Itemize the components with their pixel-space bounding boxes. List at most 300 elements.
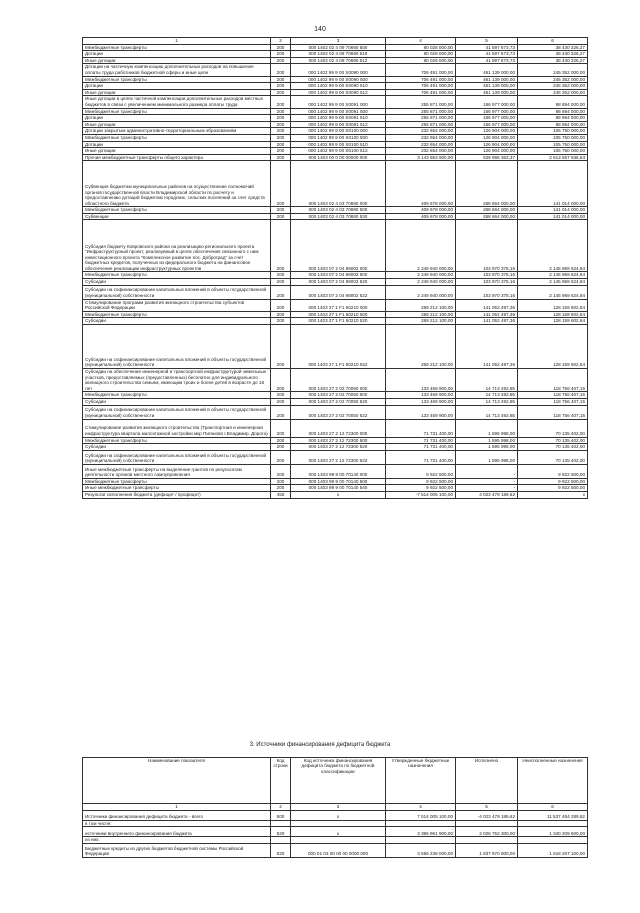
- row-budget-code: 000 1402 99 9 00 S0090 512: [291, 89, 386, 96]
- row-approved: 255 871 000,00: [386, 115, 456, 122]
- table-row: [83, 478, 588, 485]
- row-line-code: 200: [271, 437, 291, 444]
- row-unexecuted: 141 014 000,00: [518, 213, 588, 220]
- table-row: [83, 44, 588, 51]
- row-line-code: 200: [271, 207, 291, 214]
- row-unexecuted: 2 613 557 536,63: [518, 154, 588, 161]
- row-approved: 71 731 400,00: [386, 419, 456, 437]
- column-number-row: [83, 804, 588, 811]
- deficit-sources-table: [82, 757, 588, 858]
- row-name: Иные дотации: [83, 89, 271, 96]
- row-approved: 255 871 000,00: [386, 96, 456, 108]
- table-row: [83, 134, 588, 141]
- row-executed: 1 595 998,00: [456, 437, 518, 444]
- row-line-code: 200: [271, 121, 291, 128]
- row-executed: 1 937 970 900,00: [456, 843, 518, 857]
- row-executed: 141 052 497,36: [456, 311, 518, 318]
- row-name: Иные дотации: [83, 121, 271, 128]
- row-line-code: 200: [271, 89, 291, 96]
- row-unexecuted: 105 750 000,00: [518, 128, 588, 135]
- row-executed: 103 970 375,16: [456, 279, 518, 286]
- row-budget-code: 000 1403 07 2 04 98002 520: [291, 279, 386, 286]
- table-row: [83, 51, 588, 58]
- row-executed: 41 597 673,73: [456, 44, 518, 51]
- row-name: Дотации закрытым административно-территориальным образованиям: [83, 128, 271, 135]
- row-line-code: 200: [271, 369, 291, 392]
- column-number: 1: [83, 804, 271, 811]
- table-row: [83, 419, 588, 437]
- row-name: Субсидии на софинансирование капитальных вложений в объекты государственной (муниципальной) собственности: [83, 450, 271, 464]
- row-line-code: 200: [271, 57, 291, 64]
- row-executed: 529 996 363,37: [456, 154, 518, 161]
- row-executed: 14 713 492,85: [456, 392, 518, 399]
- row-budget-code: 000 1403 27 2 02 70050 522: [291, 405, 386, 419]
- row-approved: 80 028 000,00: [386, 57, 456, 64]
- row-budget-code: 000 1403 02 4 03 70880 000: [291, 161, 386, 207]
- row-unexecuted: 128 159 602,64: [518, 299, 588, 311]
- row-line-code: 200: [271, 51, 291, 58]
- row-line-code: 200: [271, 405, 291, 419]
- table-row: [83, 311, 588, 318]
- row-name: Бюджетные кредиты из других бюджетов бюджетной системы Российской Федерации: [83, 843, 271, 857]
- row-name: Субсидия бюджету Ковровского района на реализацию регионального проекта "Инфраструктурный проект, реализуемый в целях обеспечения связанного с ним инвестиционного проекта "Комплексное развитие пос. Доброград" за счет бюджетных кредитов, полученных из федерального бюджета на финансовое обеспечение реализации инфраструктурных проектов: [83, 220, 271, 272]
- row-executed: 126 904 000,00: [456, 128, 518, 135]
- row-line-code: 200: [271, 148, 291, 155]
- table-row: [83, 485, 588, 492]
- table-row: [83, 108, 588, 115]
- row-line-code: 200: [271, 318, 291, 325]
- row-unexecuted: 128 159 602,64: [518, 325, 588, 369]
- row-executed: 141 052 497,36: [456, 299, 518, 311]
- row-approved: 80 028 000,00: [386, 44, 456, 51]
- row-executed: 166 977 000,00: [456, 96, 518, 108]
- row-executed: 461 139 000,00: [456, 64, 518, 76]
- table-row: [83, 325, 588, 369]
- row-unexecuted: 11 537 484 289,62: [518, 810, 588, 820]
- row-line-code: 200: [271, 279, 291, 286]
- column-number: 5: [456, 804, 518, 811]
- row-unexecuted: 105 750 000,00: [518, 134, 588, 141]
- row-approved: 269 212 100,00: [386, 325, 456, 369]
- row-name: Субвенции: [83, 213, 271, 220]
- row-budget-code: 000 1402 99 9 00 S0100 510: [291, 141, 386, 148]
- row-unexecuted: x: [518, 491, 588, 498]
- row-name: Межбюджетные трансферты: [83, 272, 271, 279]
- row-name: Иные дотации в целях частичной компенсации дополнительных расходов местных бюджетов в связи с увеличением минимального размера оплаты труда: [83, 96, 271, 108]
- row-line-code: 200: [271, 392, 291, 399]
- row-unexecuted: 9 922 500,00: [518, 485, 588, 492]
- row-line-code: 200: [271, 444, 291, 451]
- row-approved: 71 731 400,00: [386, 444, 456, 451]
- row-line-code: 200: [271, 64, 291, 76]
- row-approved: 133 469 900,00: [386, 369, 456, 392]
- row-budget-code: 000 1402 99 9 00 S0100 000: [291, 128, 386, 135]
- table-row: [83, 57, 588, 64]
- row-approved: 2 249 940 000,00: [386, 220, 456, 272]
- row-budget-code: 000 1403 27 2 02 70050 500: [291, 392, 386, 399]
- table-row: [83, 213, 588, 220]
- row-executed: 4 023 479 189,62: [456, 491, 518, 498]
- row-budget-code: 000 1403 27 2 12 72300 522: [291, 450, 386, 464]
- row-line-code: 200: [271, 128, 291, 135]
- row-name: Иные межбюджетные трансферты: [83, 485, 271, 492]
- row-budget-code: 000 1402 02 4 09 70690 500: [291, 44, 386, 51]
- row-line-code: 200: [271, 399, 291, 406]
- row-name: Межбюджетные трансферты: [83, 44, 271, 51]
- column-header: Код строки: [271, 758, 291, 804]
- row-name: источники внутреннего финансирования бюджета: [83, 827, 271, 837]
- row-name: Дотации на частичную компенсацию дополнительных расходов на повышение оплаты труда работников бюджетной сферы и иные цели: [83, 64, 271, 76]
- row-name: Стимулирование развития жилищного строительства (Транспортная и инженерная инфраструктура квартала малоэтажной застройки мкр Пиганово г.Владимир. Дорогн): [83, 419, 271, 437]
- table-row: [83, 405, 588, 419]
- row-executed: 141 052 497,36: [456, 318, 518, 325]
- row-name: Субсидии: [83, 318, 271, 325]
- row-unexecuted: 2 145 969 624,84: [518, 272, 588, 279]
- column-number: 6: [518, 804, 588, 811]
- column-number: 3: [291, 38, 386, 45]
- row-executed: 166 977 000,00: [456, 121, 518, 128]
- table-row: [83, 843, 588, 857]
- row-line-code: 200: [271, 419, 291, 437]
- table-row: [83, 220, 588, 272]
- row-line-code: 200: [271, 311, 291, 318]
- row-unexecuted: 70 135 402,00: [518, 419, 588, 437]
- column-number: 2: [271, 38, 291, 45]
- row-unexecuted: 118 756 407,15: [518, 399, 588, 406]
- row-executed: 1 595 998,00: [456, 444, 518, 451]
- table-row: [83, 161, 588, 207]
- row-budget-code: 000 1403 27 1 F1 50210 522: [291, 325, 386, 369]
- row-budget-code: 000 1402 99 9 00 S0100 500: [291, 134, 386, 141]
- row-name: Межбюджетные трансферты: [83, 134, 271, 141]
- table-row: [83, 148, 588, 155]
- row-approved: 706 491 000,00: [386, 76, 456, 83]
- row-line-code: [271, 837, 291, 844]
- row-name: Межбюджетные трансферты: [83, 437, 271, 444]
- table-row: [83, 827, 588, 837]
- row-name: Прочие межбюджетные трансферты общего характера: [83, 154, 271, 161]
- row-budget-code: [291, 837, 386, 844]
- row-executed: 461 139 000,00: [456, 89, 518, 96]
- row-unexecuted: 245 352 000,00: [518, 89, 588, 96]
- row-name: Субсидии на обеспечение инженерной и транспортной инфраструктурой земельных участков, предоставляемых (предоставленных) бесплатно для индивидуального жилищного строительства семьям, имеющим троих и более детей в возрасте до 18 лет: [83, 369, 271, 392]
- row-line-code: 200: [271, 154, 291, 161]
- table-row: [83, 399, 588, 406]
- row-budget-code: 000 1403 99 9 00 70140 540: [291, 485, 386, 492]
- row-name: Дотации: [83, 115, 271, 122]
- row-unexecuted: 245 352 000,00: [518, 76, 588, 83]
- column-number: 1: [83, 38, 271, 45]
- row-name: Иные межбюджетные трансферты на выделение грантов по результатам деятельности органов местного самоуправления: [83, 464, 271, 478]
- row-budget-code: [291, 820, 386, 827]
- row-line-code: 200: [271, 134, 291, 141]
- row-budget-code: 000 1403 00 0 00 00000 000: [291, 154, 386, 161]
- row-executed: 103 970 375,16: [456, 285, 518, 299]
- row-line-code: 200: [271, 44, 291, 51]
- row-approved: 409 678 000,00: [386, 161, 456, 207]
- column-header: Код источника финансирования дефицита бюджета по бюджетной классификации: [291, 758, 386, 804]
- table-row: [83, 444, 588, 451]
- row-line-code: 200: [271, 83, 291, 90]
- row-unexecuted: 9 922 500,00: [518, 478, 588, 485]
- column-number: 6: [518, 38, 588, 45]
- row-budget-code: 000 1403 07 2 04 98002 522: [291, 285, 386, 299]
- table-row: [83, 128, 588, 135]
- row-line-code: 500: [271, 810, 291, 820]
- column-number: 4: [386, 804, 456, 811]
- row-name: Межбюджетные трансферты: [83, 76, 271, 83]
- row-budget-code: x: [291, 491, 386, 498]
- row-approved: 269 212 100,00: [386, 311, 456, 318]
- row-approved: 9 922 500,00: [386, 478, 456, 485]
- row-approved: -7 514 005 100,00: [386, 491, 456, 498]
- row-unexecuted: [518, 837, 588, 844]
- row-executed: 126 904 000,00: [456, 148, 518, 155]
- row-budget-code: 000 1403 27 2 02 70050 000: [291, 369, 386, 392]
- row-executed: 14 713 492,85: [456, 369, 518, 392]
- row-line-code: 200: [271, 478, 291, 485]
- row-executed: 268 664 000,00: [456, 213, 518, 220]
- column-header: Наименование показателя: [83, 758, 271, 804]
- row-approved: 409 678 000,00: [386, 207, 456, 214]
- row-approved: 232 654 000,00: [386, 148, 456, 155]
- column-header: Утвержденные бюджетные назначения: [386, 758, 456, 804]
- row-executed: 461 139 000,00: [456, 83, 518, 90]
- column-number: 5: [456, 38, 518, 45]
- row-approved: 232 654 000,00: [386, 134, 456, 141]
- row-budget-code: 000 1403 27 1 F1 50210 520: [291, 318, 386, 325]
- row-budget-code: 000 1403 07 2 04 98002 000: [291, 220, 386, 272]
- row-executed: 126 904 000,00: [456, 134, 518, 141]
- row-name: Субсидии на софинансирование капитальных вложений в объекты государственной (муниципальной) собственности: [83, 405, 271, 419]
- row-line-code: 450: [271, 491, 291, 498]
- table-row: [83, 279, 588, 286]
- row-unexecuted: 118 756 407,15: [518, 405, 588, 419]
- row-unexecuted: 141 014 000,00: [518, 207, 588, 214]
- row-budget-code: 000 1403 99 9 00 70140 000: [291, 464, 386, 478]
- row-name: Субсидии на софинансирование капитальных вложений в объекты государственной (муниципальной) собственности: [83, 325, 271, 369]
- row-unexecuted: 105 750 000,00: [518, 141, 588, 148]
- row-approved: 7 514 005 100,00: [386, 810, 456, 820]
- row-unexecuted: 2 145 969 624,84: [518, 220, 588, 272]
- row-unexecuted: 88 894 000,00: [518, 108, 588, 115]
- row-name: Результат исполнения бюджета (дефицит / профицит): [83, 491, 271, 498]
- row-executed: -: [456, 478, 518, 485]
- row-name: Межбюджетные трансферты: [83, 108, 271, 115]
- row-unexecuted: 245 352 000,00: [518, 83, 588, 90]
- row-budget-code: 000 1402 99 9 00 S0090 510: [291, 83, 386, 90]
- row-name: Субсидии: [83, 279, 271, 286]
- header-row: [83, 758, 588, 804]
- row-unexecuted: 88 894 000,00: [518, 96, 588, 108]
- row-budget-code: 000 1402 99 9 00 S0090 500: [291, 76, 386, 83]
- column-number: 2: [271, 804, 291, 811]
- row-approved: 133 469 900,00: [386, 405, 456, 419]
- row-executed: 268 664 000,00: [456, 207, 518, 214]
- row-line-code: 200: [271, 96, 291, 108]
- table-row: [83, 285, 588, 299]
- row-unexecuted: 88 894 000,00: [518, 121, 588, 128]
- section-title: 3. Источники финансирования дефицита бюджета: [249, 742, 391, 748]
- row-approved: 9 922 500,00: [386, 485, 456, 492]
- row-unexecuted: 141 014 000,00: [518, 161, 588, 207]
- row-budget-code: 000 1402 99 9 00 S0091 510: [291, 115, 386, 122]
- row-unexecuted: 70 135 402,00: [518, 437, 588, 444]
- row-unexecuted: 38 430 326,27: [518, 51, 588, 58]
- table-row: [83, 810, 588, 820]
- row-approved: 232 654 000,00: [386, 141, 456, 148]
- row-approved: 2 249 940 000,00: [386, 279, 456, 286]
- row-approved: 269 212 100,00: [386, 299, 456, 311]
- table-row: [83, 318, 588, 325]
- row-approved: 706 491 000,00: [386, 64, 456, 76]
- row-executed: 14 713 492,85: [456, 399, 518, 406]
- row-unexecuted: [518, 820, 588, 827]
- row-line-code: 200: [271, 76, 291, 83]
- row-budget-code: 000 1402 99 9 00 S0100 512: [291, 148, 386, 155]
- row-budget-code: x: [291, 827, 386, 837]
- row-budget-code: 000 1402 02 4 09 70690 512: [291, 57, 386, 64]
- row-unexecuted: 88 894 000,00: [518, 115, 588, 122]
- row-approved: 409 678 000,00: [386, 213, 456, 220]
- row-unexecuted: 9 922 500,00: [518, 464, 588, 478]
- row-name: Межбюджетные трансферты: [83, 311, 271, 318]
- row-approved: 255 871 000,00: [386, 121, 456, 128]
- table-row: [83, 464, 588, 478]
- table-row: [83, 437, 588, 444]
- row-unexecuted: 1 618 267 100,00: [518, 843, 588, 857]
- row-name: Субсидии на софинансирование капитальных вложений в объекты государственной (муниципальной) собственности: [83, 285, 271, 299]
- row-approved: 133 469 900,00: [386, 392, 456, 399]
- row-name: Дотации: [83, 51, 271, 58]
- row-unexecuted: 128 159 602,64: [518, 311, 588, 318]
- row-executed: 2 026 752 300,00: [456, 827, 518, 837]
- row-unexecuted: 70 135 402,00: [518, 450, 588, 464]
- column-number-row: [83, 38, 588, 45]
- row-unexecuted: 2 145 969 624,84: [518, 279, 588, 286]
- row-executed: [456, 837, 518, 844]
- row-executed: 126 904 000,00: [456, 141, 518, 148]
- row-executed: -: [456, 485, 518, 492]
- column-header: Неисполненные назначения: [518, 758, 588, 804]
- row-unexecuted: 118 756 407,15: [518, 369, 588, 392]
- table-row: [83, 141, 588, 148]
- row-approved: 232 654 000,00: [386, 128, 456, 135]
- table-row: [83, 207, 588, 214]
- table-row: [83, 272, 588, 279]
- row-approved: 3 143 553 900,00: [386, 154, 456, 161]
- row-approved: 3 366 961 900,00: [386, 827, 456, 837]
- row-name: Иные дотации: [83, 148, 271, 155]
- row-line-code: 200: [271, 299, 291, 311]
- table-row: [83, 369, 588, 392]
- row-unexecuted: 245 352 000,00: [518, 64, 588, 76]
- table-row: [83, 392, 588, 399]
- row-budget-code: 000 1402 99 9 00 S0091 000: [291, 96, 386, 108]
- row-name: Субсидии: [83, 444, 271, 451]
- table-row: [83, 299, 588, 311]
- table-row: [83, 491, 588, 498]
- row-budget-code: 000 1402 99 9 00 S0091 500: [291, 108, 386, 115]
- row-name: Субвенция бюджетам муниципальных районов на осуществление полномочий органов государственной власти Владимирской области по расчету и предоставлению дотаций бюджетам городских, сельских поселений за счет средств областного бюджета: [83, 161, 271, 207]
- row-line-code: 200: [271, 141, 291, 148]
- row-line-code: [271, 820, 291, 827]
- row-budget-code: 000 1403 07 2 04 98002 500: [291, 272, 386, 279]
- row-name: Межбюджетные трансферты: [83, 207, 271, 214]
- row-executed: -4 023 479 189,62: [456, 810, 518, 820]
- row-name: Дотации: [83, 83, 271, 90]
- table-row: [83, 83, 588, 90]
- row-line-code: 200: [271, 325, 291, 369]
- row-unexecuted: 70 135 402,00: [518, 444, 588, 451]
- row-line-code: 520: [271, 827, 291, 837]
- row-budget-code: 000 1402 99 9 00 S0091 512: [291, 121, 386, 128]
- row-budget-code: 000 1403 02 4 03 70880 500: [291, 207, 386, 214]
- table-row: [83, 820, 588, 827]
- row-line-code: 200: [271, 272, 291, 279]
- row-executed: 268 664 000,00: [456, 161, 518, 207]
- row-executed: 41 597 673,73: [456, 57, 518, 64]
- row-unexecuted: 105 750 000,00: [518, 148, 588, 155]
- row-budget-code: 000 1402 02 4 09 70690 510: [291, 51, 386, 58]
- row-executed: 103 970 375,16: [456, 272, 518, 279]
- row-budget-code: 000 01 03 00 00 00 0000 000: [291, 843, 386, 857]
- table-row: [83, 837, 588, 844]
- table-row: [83, 115, 588, 122]
- row-unexecuted: 38 430 326,27: [518, 44, 588, 51]
- column-header: Исполнено: [456, 758, 518, 804]
- row-line-code: 200: [271, 213, 291, 220]
- table-row: [83, 450, 588, 464]
- row-approved: 9 922 500,00: [386, 464, 456, 478]
- row-unexecuted: 1 340 209 600,00: [518, 827, 588, 837]
- row-approved: [386, 820, 456, 827]
- row-budget-code: 000 1403 27 1 F1 50210 000: [291, 299, 386, 311]
- page-number: 140: [314, 26, 326, 33]
- row-approved: 80 028 000,00: [386, 51, 456, 58]
- row-name: Дотации: [83, 141, 271, 148]
- row-name: Источники финансирования дефицита бюджета - всего: [83, 810, 271, 820]
- row-budget-code: 000 1403 27 2 02 70050 520: [291, 399, 386, 406]
- row-name: Иные дотации: [83, 57, 271, 64]
- row-approved: 706 491 000,00: [386, 83, 456, 90]
- row-executed: [456, 820, 518, 827]
- row-budget-code: 000 1403 02 4 03 70880 530: [291, 213, 386, 220]
- row-approved: 71 731 400,00: [386, 450, 456, 464]
- row-budget-code: x: [291, 810, 386, 820]
- table-row: [83, 154, 588, 161]
- row-approved: 71 731 400,00: [386, 437, 456, 444]
- row-approved: 255 871 000,00: [386, 108, 456, 115]
- row-budget-code: 000 1403 27 2 12 72300 000: [291, 419, 386, 437]
- table-row: [83, 76, 588, 83]
- row-budget-code: 000 1403 27 1 F1 50210 500: [291, 311, 386, 318]
- row-line-code: 200: [271, 464, 291, 478]
- row-approved: 133 469 900,00: [386, 399, 456, 406]
- row-approved: [386, 837, 456, 844]
- row-approved: 706 491 000,00: [386, 89, 456, 96]
- row-executed: 166 977 000,00: [456, 108, 518, 115]
- expenditure-table: [82, 37, 588, 499]
- row-budget-code: 000 1403 27 2 12 72300 520: [291, 444, 386, 451]
- row-budget-code: 000 1402 99 9 00 S0090 000: [291, 64, 386, 76]
- row-executed: 14 713 492,85: [456, 405, 518, 419]
- row-name: Межбюджетные трансферты: [83, 392, 271, 399]
- row-executed: 166 977 000,00: [456, 115, 518, 122]
- row-line-code: 200: [271, 115, 291, 122]
- row-executed: 1 595 998,00: [456, 419, 518, 437]
- row-executed: 41 597 673,73: [456, 51, 518, 58]
